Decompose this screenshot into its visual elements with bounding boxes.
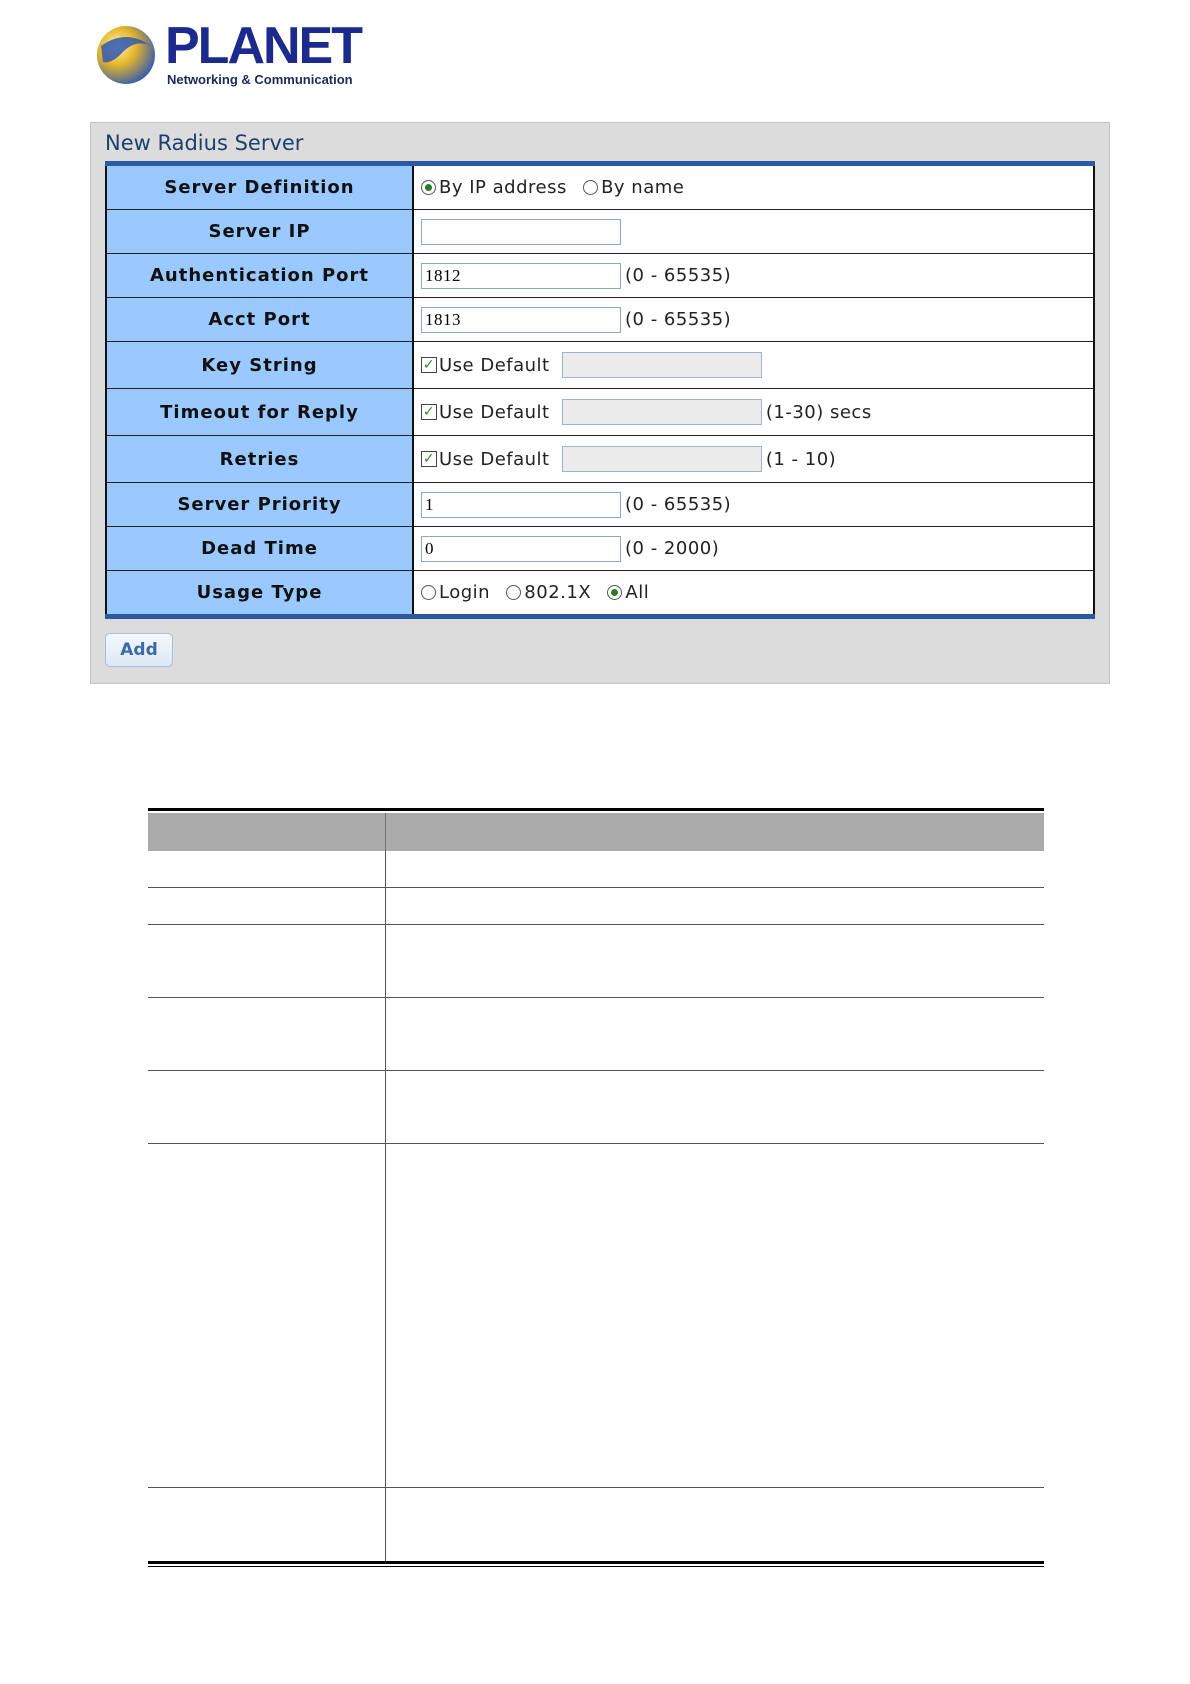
label-server-priority: Server Priority: [106, 483, 413, 527]
add-button[interactable]: Add: [105, 633, 173, 667]
new-radius-server-panel: [90, 122, 1110, 684]
label-key-string: Key String: [106, 342, 413, 389]
table-row: [148, 888, 1044, 925]
radio-login[interactable]: [421, 585, 436, 600]
row-dead-time: [106, 527, 1094, 571]
brand-tagline: Networking & Communication: [167, 72, 353, 87]
label-server-definition: Server Definition: [106, 164, 413, 210]
server-priority-input[interactable]: 1: [421, 492, 621, 518]
timeout-use-default-checkbox[interactable]: ✓: [422, 404, 436, 420]
row-acct-port: [106, 298, 1094, 342]
label-auth-port: Authentication Port: [106, 254, 413, 298]
table-row: [148, 998, 1044, 1071]
table-row: [148, 1488, 1044, 1561]
globe-logo-icon: [95, 24, 157, 86]
acct-port-input[interactable]: 1813: [421, 307, 621, 333]
timeout-range: (1-30) secs: [765, 401, 872, 423]
table-body: [148, 851, 1044, 1561]
key-string-use-default-label: Use Default: [439, 354, 550, 376]
row-key-string: [106, 342, 1094, 389]
label-usage-type: Usage Type: [106, 571, 413, 617]
key-string-use-default-checkbox[interactable]: ✓: [422, 357, 436, 373]
table-header: [148, 813, 1044, 851]
label-server-ip: Server IP: [106, 210, 413, 254]
server-ip-input[interactable]: [421, 219, 621, 245]
retries-use-default-label: Use Default: [439, 448, 550, 470]
radio-login-label: Login: [439, 582, 491, 604]
label-acct-port: Acct Port: [106, 298, 413, 342]
table-row: [148, 1071, 1044, 1144]
label-retries: Retries: [106, 436, 413, 483]
planet-logo: [95, 17, 361, 90]
radio-by-ip[interactable]: [421, 180, 436, 195]
brand-name: PLANET: [165, 17, 361, 75]
row-server-ip: [106, 210, 1094, 254]
row-server-priority: [106, 483, 1094, 527]
server-priority-range: (0 - 65535): [625, 494, 732, 515]
timeout-use-default-label: Use Default: [439, 401, 550, 423]
radio-all[interactable]: [607, 585, 622, 600]
acct-port-range: (0 - 65535): [625, 309, 732, 330]
table-row: [148, 925, 1044, 998]
row-retries: [106, 436, 1094, 483]
radio-by-name-label: By name: [601, 177, 685, 199]
row-server-definition: [106, 164, 1094, 210]
key-string-input[interactable]: [562, 352, 762, 378]
table-top-rule: [148, 808, 1044, 811]
label-dead-time: Dead Time: [106, 527, 413, 571]
row-auth-port: [106, 254, 1094, 298]
row-usage-type: [106, 571, 1094, 617]
retries-range: (1 - 10): [765, 448, 837, 470]
table-row: [148, 1144, 1044, 1488]
table-bottom-rule: [148, 1561, 1044, 1564]
row-timeout: [106, 389, 1094, 436]
label-timeout: Timeout for Reply: [106, 389, 413, 436]
radio-by-name[interactable]: [583, 180, 598, 195]
dead-time-input[interactable]: 0: [421, 536, 621, 562]
retries-use-default-checkbox[interactable]: ✓: [422, 451, 436, 467]
radio-8021x[interactable]: [506, 585, 521, 600]
table-bottom-rule-thin: [148, 1566, 1044, 1567]
radio-by-ip-label: By IP address: [439, 177, 567, 199]
timeout-input[interactable]: [562, 399, 762, 425]
dead-time-range: (0 - 2000): [625, 538, 720, 559]
description-table: [148, 808, 1044, 1567]
radius-server-form: [105, 161, 1095, 619]
retries-input[interactable]: [562, 446, 762, 472]
table-row: [148, 851, 1044, 888]
panel-title: New Radius Server: [105, 131, 304, 155]
auth-port-range: (0 - 65535): [625, 265, 732, 286]
auth-port-input[interactable]: 1812: [421, 263, 621, 289]
radio-8021x-label: 802.1X: [524, 582, 592, 604]
radio-all-label: All: [625, 582, 650, 604]
